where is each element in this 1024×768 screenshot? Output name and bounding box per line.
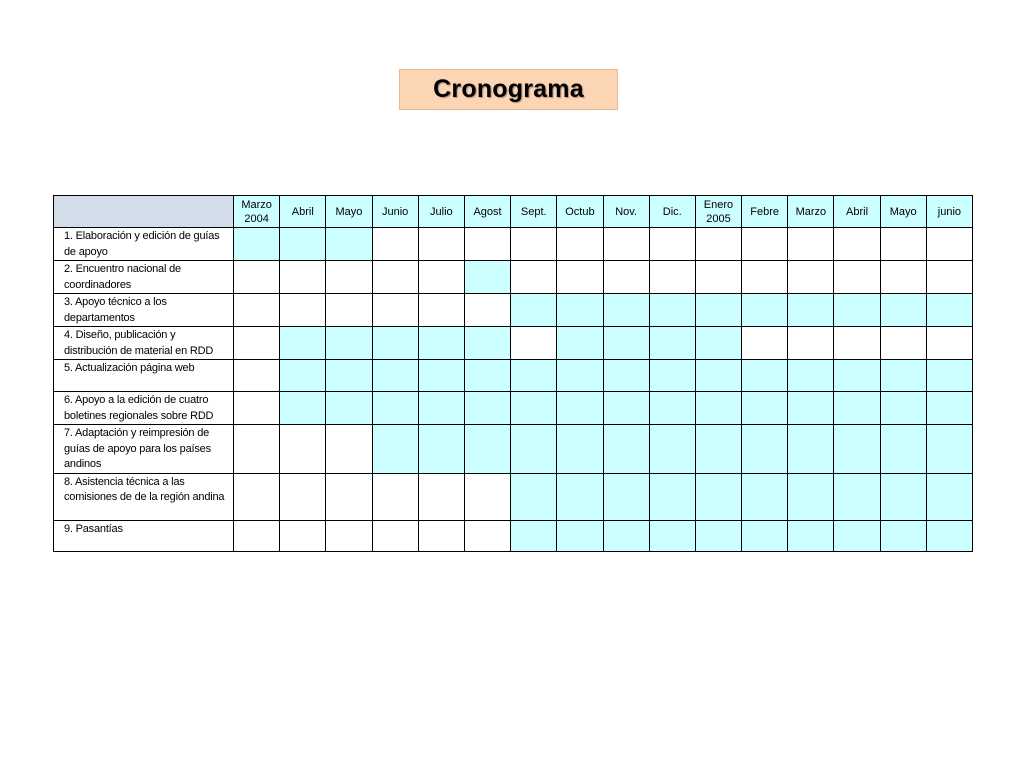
schedule-cell-active xyxy=(788,360,834,392)
schedule-cell-active xyxy=(649,425,695,474)
schedule-cell-empty xyxy=(418,520,464,551)
month-header xyxy=(695,196,741,228)
month-name: Dic. xyxy=(662,205,682,218)
month-header xyxy=(834,196,880,228)
schedule-cell-active xyxy=(418,392,464,425)
schedule-cell-active xyxy=(511,294,557,327)
schedule-cell-active xyxy=(834,520,880,551)
schedule-cell-empty xyxy=(418,473,464,520)
schedule-cell-empty xyxy=(742,327,788,360)
schedule-cell-active xyxy=(742,425,788,474)
schedule-cell-active xyxy=(880,425,926,474)
month-name: Julio xyxy=(430,205,453,218)
schedule-cell-active xyxy=(557,392,603,425)
schedule-cell-active xyxy=(464,425,510,474)
schedule-cell-empty xyxy=(372,228,418,261)
schedule-cell-active xyxy=(880,520,926,551)
schedule-cell-active xyxy=(834,425,880,474)
table-row xyxy=(54,473,973,520)
schedule-cell-empty xyxy=(926,261,972,294)
schedule-cell-active xyxy=(418,425,464,474)
task-label: 6. Apoyo a la edición de cuatro boletines regionales sobre RDD xyxy=(54,392,234,425)
schedule-cell-active xyxy=(280,360,326,392)
schedule-cell-empty xyxy=(372,520,418,551)
schedule-cell-active xyxy=(695,327,741,360)
schedule-cell-active xyxy=(695,360,741,392)
month-name: Marzo xyxy=(795,205,827,218)
schedule-cell-empty xyxy=(326,425,372,474)
schedule-cell-active xyxy=(788,392,834,425)
table-row xyxy=(54,392,973,425)
schedule-cell-active xyxy=(834,360,880,392)
schedule-cell-empty xyxy=(326,261,372,294)
schedule-cell-empty xyxy=(511,327,557,360)
schedule-cell-empty xyxy=(788,261,834,294)
schedule-cell-empty xyxy=(880,261,926,294)
schedule-cell-empty xyxy=(372,473,418,520)
schedule-cell-empty xyxy=(695,228,741,261)
schedule-cell-active xyxy=(326,327,372,360)
schedule-cell-empty xyxy=(695,261,741,294)
schedule-cell-empty xyxy=(372,261,418,294)
schedule-cell-empty xyxy=(280,520,326,551)
task-label: 3. Apoyo técnico a los departamentos xyxy=(54,294,234,327)
schedule-cell-active xyxy=(788,425,834,474)
task-label: 4. Diseño, publicación y distribución de material en RDD xyxy=(54,327,234,360)
schedule-cell-active xyxy=(834,294,880,327)
schedule-cell-active xyxy=(649,520,695,551)
month-year: 2005 xyxy=(706,212,731,225)
table-row xyxy=(54,360,973,392)
schedule-cell-active xyxy=(511,520,557,551)
schedule-cell-empty xyxy=(372,294,418,327)
schedule-cell-active xyxy=(372,392,418,425)
schedule-cell-active xyxy=(326,360,372,392)
month-header xyxy=(926,196,972,228)
month-name: Octub xyxy=(565,205,595,218)
schedule-cell-active xyxy=(464,392,510,425)
schedule-cell-empty xyxy=(511,261,557,294)
schedule-cell-active xyxy=(280,327,326,360)
schedule-cell-active xyxy=(511,425,557,474)
schedule-table xyxy=(53,195,973,552)
schedule-cell-empty xyxy=(326,473,372,520)
month-header xyxy=(418,196,464,228)
month-name: Febre xyxy=(750,205,780,218)
month-name: Enero xyxy=(703,198,734,211)
month-name: Mayo xyxy=(889,205,917,218)
schedule-cell-active xyxy=(511,473,557,520)
table-row xyxy=(54,425,973,474)
month-name: Junio xyxy=(382,205,409,218)
schedule-cell-empty xyxy=(603,261,649,294)
schedule-cell-active xyxy=(372,425,418,474)
schedule-cell-active xyxy=(926,425,972,474)
schedule-cell-active xyxy=(880,473,926,520)
schedule-cell-active xyxy=(695,520,741,551)
title-banner xyxy=(399,69,618,110)
page-title: Cronograma xyxy=(433,75,584,103)
month-header xyxy=(372,196,418,228)
schedule-cell-empty xyxy=(234,261,280,294)
schedule-cell-empty xyxy=(880,327,926,360)
schedule-cell-empty xyxy=(234,327,280,360)
schedule-cell-active xyxy=(557,473,603,520)
schedule-cell-active xyxy=(418,327,464,360)
schedule-cell-active xyxy=(649,327,695,360)
schedule-cell-empty xyxy=(326,520,372,551)
schedule-cell-empty xyxy=(326,294,372,327)
schedule-cell-active xyxy=(788,520,834,551)
month-header xyxy=(511,196,557,228)
month-name: junio xyxy=(937,205,962,218)
schedule-cell-active xyxy=(880,360,926,392)
schedule-cell-active xyxy=(372,327,418,360)
schedule-cell-active xyxy=(464,327,510,360)
task-label: 7. Adaptación y reimpresión de guías de apoyo para los países andinos xyxy=(54,425,234,474)
month-header xyxy=(880,196,926,228)
month-header xyxy=(603,196,649,228)
month-header xyxy=(326,196,372,228)
table-row xyxy=(54,327,973,360)
month-name: Mayo xyxy=(335,205,363,218)
schedule-cell-active xyxy=(418,360,464,392)
schedule-cell-empty xyxy=(234,360,280,392)
schedule-cell-active xyxy=(742,473,788,520)
schedule-cell-empty xyxy=(926,228,972,261)
schedule-cell-empty xyxy=(234,294,280,327)
schedule-cell-empty xyxy=(464,473,510,520)
schedule-cell-active xyxy=(557,520,603,551)
schedule-cell-active xyxy=(695,473,741,520)
schedule-cell-active xyxy=(326,228,372,261)
schedule-cell-active xyxy=(603,392,649,425)
schedule-cell-active xyxy=(742,392,788,425)
task-label: 1. Elaboración y edición de guías de apoyo xyxy=(54,228,234,261)
schedule-cell-empty xyxy=(234,425,280,474)
schedule-cell-empty xyxy=(788,228,834,261)
schedule-cell-active xyxy=(880,294,926,327)
schedule-cell-empty xyxy=(464,520,510,551)
schedule-cell-active xyxy=(926,473,972,520)
month-header xyxy=(742,196,788,228)
schedule-cell-active xyxy=(926,520,972,551)
schedule-cell-active xyxy=(788,473,834,520)
schedule-cell-active xyxy=(742,294,788,327)
header-row xyxy=(54,196,973,228)
month-name: Marzo xyxy=(241,198,272,211)
schedule-cell-empty xyxy=(234,392,280,425)
schedule-cell-empty xyxy=(834,261,880,294)
schedule-cell-active xyxy=(280,228,326,261)
month-name: Agost xyxy=(473,205,502,218)
schedule-cell-empty xyxy=(649,261,695,294)
schedule-cell-empty xyxy=(834,228,880,261)
schedule-cell-empty xyxy=(557,261,603,294)
schedule-cell-active xyxy=(464,360,510,392)
month-year: 2004 xyxy=(244,212,269,225)
schedule-cell-active xyxy=(511,360,557,392)
schedule-cell-active xyxy=(603,520,649,551)
month-name: Abril xyxy=(846,205,869,218)
schedule-cell-empty xyxy=(418,228,464,261)
schedule-cell-empty xyxy=(280,425,326,474)
schedule-cell-empty xyxy=(742,228,788,261)
schedule-cell-active xyxy=(649,360,695,392)
schedule-cell-empty xyxy=(280,473,326,520)
task-label: 2. Encuentro nacional de coordinadores xyxy=(54,261,234,294)
schedule-cell-empty xyxy=(464,228,510,261)
schedule-cell-empty xyxy=(788,327,834,360)
schedule-cell-active xyxy=(280,392,326,425)
schedule-cell-active xyxy=(695,392,741,425)
schedule-cell-active xyxy=(649,294,695,327)
month-header xyxy=(557,196,603,228)
month-header xyxy=(280,196,326,228)
schedule-cell-empty xyxy=(280,261,326,294)
schedule-cell-empty xyxy=(880,228,926,261)
schedule-cell-empty xyxy=(418,294,464,327)
schedule-cell-active xyxy=(557,327,603,360)
month-header xyxy=(649,196,695,228)
schedule-cell-active xyxy=(557,360,603,392)
schedule-cell-empty xyxy=(603,228,649,261)
table-row xyxy=(54,228,973,261)
schedule-cell-active xyxy=(557,425,603,474)
schedule-cell-empty xyxy=(234,473,280,520)
month-header xyxy=(788,196,834,228)
schedule-cell-empty xyxy=(511,228,557,261)
schedule-cell-empty xyxy=(742,261,788,294)
schedule-cell-active xyxy=(372,360,418,392)
schedule-cell-active xyxy=(603,425,649,474)
schedule-cell-empty xyxy=(557,228,603,261)
task-label: 5. Actualización página web xyxy=(54,360,234,392)
table-row xyxy=(54,294,973,327)
schedule-cell-active xyxy=(603,327,649,360)
schedule-cell-active xyxy=(788,294,834,327)
schedule-cell-active xyxy=(603,360,649,392)
schedule-cell-empty xyxy=(418,261,464,294)
schedule-cell-empty xyxy=(926,327,972,360)
task-rows xyxy=(54,228,973,552)
month-name: Sept. xyxy=(520,205,547,218)
schedule-cell-active xyxy=(464,261,510,294)
schedule-cell-active xyxy=(557,294,603,327)
table-row xyxy=(54,261,973,294)
task-label: 9. Pasantías xyxy=(54,520,234,551)
schedule-cell-active xyxy=(234,228,280,261)
month-name: Nov. xyxy=(615,205,637,218)
month-header xyxy=(464,196,510,228)
schedule-cell-active xyxy=(695,425,741,474)
schedule-cell-active xyxy=(926,294,972,327)
schedule-cell-active xyxy=(326,392,372,425)
schedule-cell-empty xyxy=(464,294,510,327)
schedule-cell-active xyxy=(649,473,695,520)
schedule-cell-empty xyxy=(649,228,695,261)
schedule-cell-active xyxy=(742,520,788,551)
schedule-cell-active xyxy=(603,473,649,520)
schedule-cell-active xyxy=(603,294,649,327)
schedule-cell-active xyxy=(742,360,788,392)
schedule-cell-active xyxy=(926,392,972,425)
schedule-cell-empty xyxy=(234,520,280,551)
schedule-cell-active xyxy=(649,392,695,425)
schedule-cell-active xyxy=(834,392,880,425)
schedule-cell-empty xyxy=(280,294,326,327)
month-header xyxy=(234,196,280,228)
header-corner-cell xyxy=(54,196,234,228)
schedule-cell-active xyxy=(880,392,926,425)
schedule-cell-empty xyxy=(834,327,880,360)
schedule-cell-active xyxy=(511,392,557,425)
schedule-cell-active xyxy=(695,294,741,327)
month-name: Abril xyxy=(291,205,314,218)
task-label: 8. Asistencia técnica a las comisiones de de la región andina xyxy=(54,473,234,520)
schedule-cell-active xyxy=(926,360,972,392)
schedule-cell-active xyxy=(834,473,880,520)
table-row xyxy=(54,520,973,551)
